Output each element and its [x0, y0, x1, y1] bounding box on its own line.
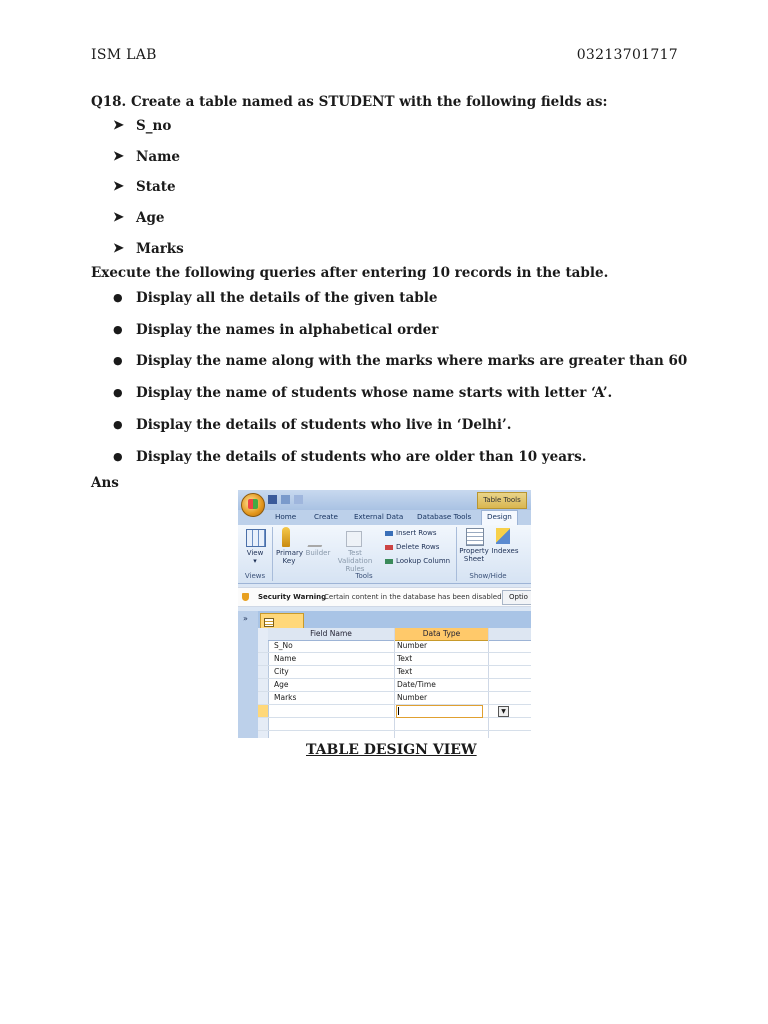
builder-button[interactable]: Builder	[305, 549, 331, 557]
current-row-indicator	[258, 705, 268, 717]
query-item: ● Display the details of students who are older than 10 years.	[113, 441, 687, 473]
security-warning-text: Certain content in the database has been disabled	[324, 593, 502, 601]
query-list	[113, 282, 687, 473]
header-right: 03213701717	[576, 47, 678, 63]
view-button[interactable]: View	[246, 549, 264, 557]
undo-icon	[281, 495, 290, 504]
query-item: ● Display all the details of the given table	[113, 282, 687, 314]
query-label: Display the details of students who live in ‘Delhi’.	[136, 417, 512, 434]
field-label: Age	[136, 210, 165, 227]
field-name-cell[interactable]: Age	[274, 680, 289, 689]
security-warning-title: Security Warning	[258, 593, 327, 601]
header-left: ISM LAB	[91, 47, 157, 63]
field-label: State	[136, 179, 176, 196]
design-grid	[258, 628, 531, 738]
ribbon	[238, 525, 531, 584]
tab-external-data[interactable]: External Data	[354, 512, 404, 521]
table-row[interactable]	[258, 718, 531, 731]
instruction-text: Execute the following queries after entering 10 records in the table.	[91, 265, 609, 281]
test-validation-icon	[346, 531, 362, 547]
field-label: Name	[136, 148, 180, 165]
view-dropdown-icon[interactable]: ▾	[253, 557, 257, 565]
table-row[interactable]	[258, 679, 531, 692]
group-views-label: Views	[244, 572, 266, 580]
key-icon[interactable]	[282, 527, 290, 547]
data-type-cell[interactable]: Number	[397, 693, 428, 702]
field-list	[113, 111, 184, 264]
security-warning-bar	[238, 587, 531, 607]
field-item: ➤ Name	[113, 148, 180, 165]
table-row[interactable]	[258, 692, 531, 705]
table-row-new[interactable]	[258, 705, 531, 718]
insert-rows-icon	[385, 531, 393, 536]
view-icon[interactable]	[246, 529, 266, 547]
table-row[interactable]	[258, 640, 531, 653]
lookup-column-button[interactable]: Lookup Column	[396, 557, 451, 565]
query-label: Display the name of students whose name starts with letter ‘A’.	[136, 385, 613, 402]
table-row[interactable]	[258, 666, 531, 679]
table-tools-label: Table Tools	[477, 492, 527, 509]
save-icon	[268, 495, 277, 504]
field-name-cell[interactable]: Marks	[274, 693, 297, 702]
tab-home[interactable]: Home	[275, 512, 297, 521]
field-item: ➤ Age	[113, 210, 165, 227]
delete-rows-button[interactable]: Delete Rows	[396, 543, 440, 551]
data-type-cell[interactable]: Text	[397, 654, 413, 663]
indexes-icon[interactable]	[496, 528, 510, 544]
data-type-cell[interactable]: Date/Time	[397, 680, 436, 689]
title-bar	[238, 490, 531, 510]
field-name-cell[interactable]: City	[274, 667, 289, 676]
query-item: ● Display the details of students who live in ‘Delhi’.	[113, 409, 687, 441]
figure-caption: TABLE DESIGN VIEW	[306, 742, 477, 758]
query-label: Display the name along with the marks where marks are greater than 60	[136, 353, 688, 370]
redo-icon	[294, 495, 303, 504]
expand-pane-icon[interactable]: »	[243, 614, 248, 623]
field-item: ➤ State	[113, 179, 176, 196]
data-type-cell[interactable]: Number	[397, 641, 428, 650]
field-name-cell[interactable]: Name	[274, 654, 297, 663]
dropdown-arrow-icon[interactable]: ▼	[498, 706, 509, 717]
query-item: ● Display the name of students whose name starts with letter ‘A’.	[113, 377, 687, 409]
navigation-pane-collapsed[interactable]	[238, 611, 259, 738]
tab-create[interactable]: Create	[314, 512, 338, 521]
indexes-button[interactable]: Indexes	[491, 547, 519, 555]
field-name-cell[interactable]: S_No	[274, 641, 293, 650]
data-type-cell[interactable]: Text	[397, 667, 413, 676]
tab-database-tools[interactable]: Database Tools	[417, 512, 472, 521]
delete-rows-icon	[385, 545, 393, 550]
question-text: Q18. Create a table named as STUDENT with the following fields as:	[91, 94, 608, 110]
tab-design[interactable]: Design	[481, 510, 518, 527]
query-item: ● Display the name along with the marks where marks are greater than 60	[113, 346, 687, 378]
query-label: Display all the details of the given table	[136, 289, 438, 306]
document-tab-bar	[258, 611, 531, 628]
property-sheet-button[interactable]: Property Sheet	[459, 547, 489, 563]
data-type-dropdown[interactable]	[396, 705, 483, 718]
shield-icon	[242, 593, 249, 601]
ribbon-tabs	[238, 510, 531, 525]
office-button-icon[interactable]	[241, 493, 265, 517]
table-row[interactable]	[258, 653, 531, 666]
query-label: Display the names in alphabetical order	[136, 321, 439, 338]
group-tools-label: Tools	[355, 572, 373, 580]
field-label: S_no	[136, 118, 172, 135]
field-item: ➤ S_no	[113, 118, 172, 135]
text-cursor	[398, 707, 399, 715]
table-icon	[264, 618, 274, 627]
test-validation-button[interactable]: Test Validation Rules	[337, 549, 373, 573]
query-label: Display the details of students who are older than 10 years.	[136, 448, 587, 465]
builder-icon	[307, 533, 326, 547]
query-item: ● Display the names in alphabetical order	[113, 314, 687, 346]
property-sheet-icon[interactable]	[466, 528, 484, 546]
field-item: ➤ Marks	[113, 240, 184, 257]
field-label: Marks	[136, 240, 184, 257]
column-header-data-type: Data Type	[395, 628, 488, 641]
primary-key-button[interactable]: Primary Key	[276, 549, 304, 565]
insert-rows-button[interactable]: Insert Rows	[396, 529, 437, 537]
group-show-hide-label: Show/Hide	[469, 572, 507, 580]
column-header-field-name: Field Name	[268, 628, 394, 641]
access-screenshot	[238, 490, 531, 738]
quick-access-toolbar	[268, 495, 303, 504]
answer-label: Ans	[91, 475, 119, 491]
options-button[interactable]: Optio	[502, 590, 531, 605]
lookup-column-icon	[385, 559, 393, 564]
